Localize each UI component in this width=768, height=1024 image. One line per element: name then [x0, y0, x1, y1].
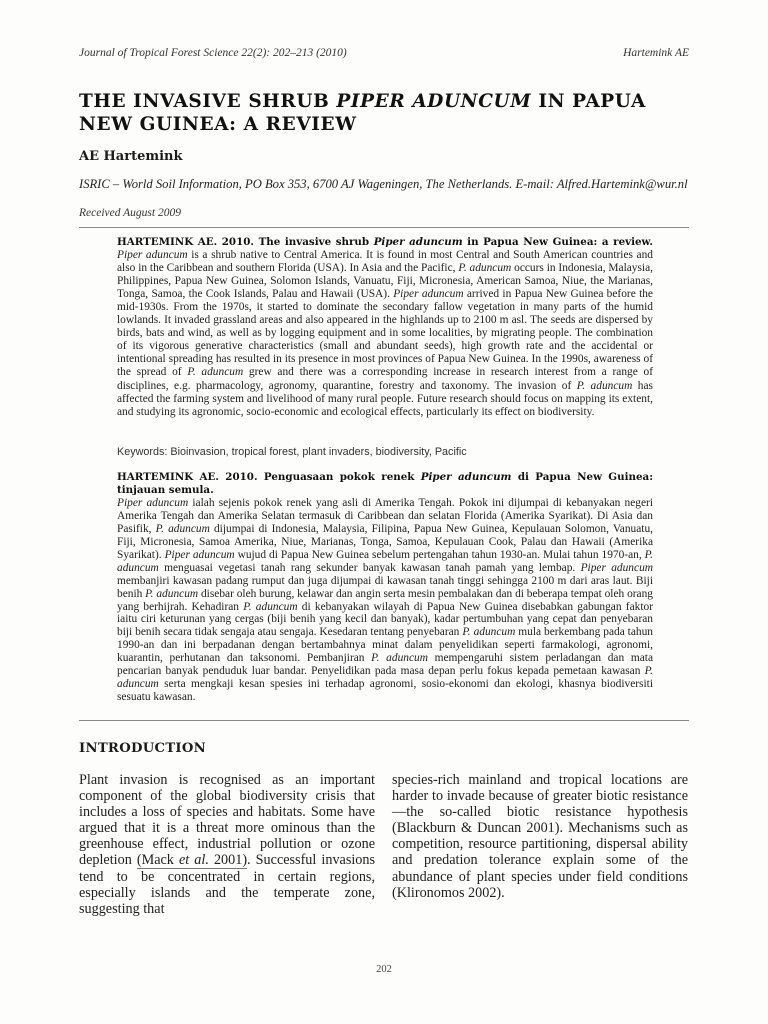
species-name: P. aduncum [155, 522, 210, 535]
species-name: P. aduncum [576, 379, 633, 392]
species-name: P. aduncum [371, 652, 428, 665]
species-name: P. aduncum [187, 366, 244, 379]
abstract-text: membanjiri kawasan padang rumput dan juga dijumpai di kawasan tanah tinggi sehingga 2100 m dari aras laut. Biji benih [117, 574, 653, 600]
journal-citation: Journal of Tropical Forest Science 22(2): 202–213 (2010) [79, 47, 347, 59]
abstract-text: di kebanyakan wilayah di Papua New Guinea disebabkan gabungan faktor iaitu ciri keturunan yang cergas (biji benih yang kecil dan banyak), kadar pertumbuhan yang cepat dan penyebaran biji benih secara tidak sengaja atau sengaja. Kesedaran tentang penyebaran [117, 600, 653, 639]
abstract-citation [117, 236, 653, 248]
article-title [79, 90, 689, 136]
abstract-text: menguasai vegetasi tanah rang sekunder banyak kawasan tanah pamah yang lembap. [158, 561, 581, 574]
species-name: P. aduncum [145, 587, 199, 600]
abstract-top-rule [79, 227, 689, 228]
received-date: Received August 2009 [79, 207, 181, 219]
abstract-text: mempengaruhi sistem perladangan dan mata pencarian banyak penduduk luar bandar. Penyelidikan pada masa depan perlu fokus kepada pemetaan kawasan [117, 652, 653, 678]
abstract-citation [117, 471, 653, 496]
abstract-bottom-rule [79, 720, 689, 721]
citation-prefix: HARTEMINK AE. 2010. Penguasaan pokok renek [117, 471, 421, 483]
link-text: 2001) [208, 852, 248, 869]
species-name: P. aduncum [243, 600, 298, 613]
species-name: P. aduncum [462, 626, 516, 639]
introduction-heading: INTRODUCTION [79, 741, 207, 756]
species-name: P. aduncum [117, 665, 653, 691]
body-column-right: species-rich mainland and tropical locations are harder to invade because of greater biotic resistance—the so-called biotic resistance hypothesis (Blackburn & Duncan 2001). Mechanisms such as competition, resource partitioning, dispersal ability and predation tolerance explain some of the abundance of plant species under field conditions (Klironomos 2002). [392, 772, 688, 901]
citation-suffix: in Papua New Guinea: a review. [462, 236, 653, 248]
author-name: AE Hartemink [79, 149, 183, 164]
abstract-text: is a shrub native to Central America. It is found in most Central and South American countries and also in the Caribbean and southern Florida (USA). In Asia and the Pacific, [117, 249, 653, 275]
citation-link-mack[interactable] [137, 852, 247, 869]
abstract-text: has affected the farming system and livelihood of many rural people. Future research should focus on mapping its extent, and studying its agronomic, socio-economic and ecological effects, particularly its effect on biodiversity. [117, 379, 653, 418]
body-column-left [79, 772, 375, 917]
abstract-text: arrived in Papua New Guinea before the mid-1930s. From the 1970s, it started to dominate the secondary fallow vegetation in many parts of the humid lowlands. It invaded grassland areas and also appeared in the highlands up to 2100 m asl. The seeds are dispersed by birds, bats and wind, as well as by logging equipment and in some localities, by migrating people. The combination of its vigorous generative characteristics (small and abundant seeds), high growth rate and the accidental or intentional spreading has resulted in its presence in most provinces of Papua New Guinea. In the 1990s, awareness of the spread of [117, 288, 653, 379]
abstract-malay [117, 471, 653, 704]
abstract-text: grew and there was a corresponding increase in research interest from a range of disciplines, e.g. pharmacology, agronomy, quarantine, forestry and taxonomy. The invasion of [117, 366, 653, 392]
species-name: Piper aduncum [117, 496, 189, 509]
running-author: Hartemink AE [623, 47, 689, 59]
abstract-english [117, 236, 653, 419]
species-name: Piper aduncum [117, 249, 188, 262]
author-affiliation: ISRIC – World Soil Information, PO Box 353, 6700 AJ Wageningen, The Netherlands. E-mail: Alfred.Hartemink@wur.nl [79, 177, 688, 191]
body-text: . Successful invasions tend to be concentrated in certain regions, especially islands and the temperate zone, suggesting that [79, 852, 376, 917]
title-species: PIPER ADUNCUM [336, 91, 532, 112]
body-text: Plant invasion is recognised as an important component of the global biodiversity crisis that includes a loss of species and habitats. Some have argued that it is a threat more ominous than the greenhouse effect, industrial pollution or ozone depletion [79, 772, 375, 869]
species-name: Piper aduncum [164, 548, 235, 561]
title-suffix: IN PAPUA NEW GUINEA: A REVIEW [79, 91, 646, 135]
link-text-italic: et al. [178, 852, 209, 869]
citation-species: Piper aduncum [373, 236, 463, 248]
abstract-text: occurs in Indonesia, Malaysia, Philippines, Papua New Guinea, Solomon Islands, Vanuatu, Fiji, Micronesia, American Samoa, Niue, the Marianas, Tonga, Samoa, the Cook Islands, Palau and Hawaii (USA). [117, 262, 653, 301]
citation-suffix: di Papua New Guinea: tinjauan semula. [117, 471, 653, 496]
abstract-text: dijumpai di Indonesia, Malaysia, Filipina, Papua New Guinea, Kepulauan Solomon, Vanuatu, Fiji, Micronesia, Samoa Amerika, Niue, Marianas, Tonga, Samoa, Kepulauan Cook, Palau dan Hawaii (Amerika Syarikat). [117, 522, 654, 561]
link-text: (Mack [136, 852, 179, 869]
keywords: Keywords: Bioinvasion, tropical forest, plant invaders, biodiversity, Pacific [117, 446, 467, 458]
abstract-text: mula berkembang pada tahun 1990-an dan ini berpadanan dengan bertambahnya minat dalam penyelidikan seperti farmakologi, agronomi, kuarantin, perhutanan dan taksonomi. Pembanjiran [117, 626, 653, 665]
species-name: P. aduncum [117, 548, 653, 574]
species-name: Piper aduncum [393, 288, 464, 301]
page-number: 202 [376, 964, 392, 975]
citation-prefix: HARTEMINK AE. 2010. The invasive shrub [117, 236, 374, 248]
abstract-text: disebar oleh burung, kelawar dan angin serta mesin pembalakan dan di beberapa tempat oleh orang yang berhijrah. Kehadiran [117, 587, 654, 613]
running-head [79, 47, 689, 59]
abstract-text: ialah sejenis pokok renek yang asli di Amerika Tengah. Pokok ini dijumpai di kebanyakan negeri Amerika Tengah dan Amerika Selatan termasuk di Caribbean dan selatan Florida (Amerika Syarikat). Di Asia dan Pasifik, [117, 496, 653, 535]
species-name: P. aduncum [458, 262, 512, 275]
title-prefix: THE INVASIVE SHRUB [79, 91, 337, 112]
abstract-text: wujud di Papua New Guinea sebelum pertengahan tahun 1930-an. Mulai tahun 1970-an, [234, 548, 645, 561]
species-name: Piper aduncum [580, 561, 653, 574]
abstract-text: serta mengkaji kesan spesies ini terhadap agronomi, sosio-ekonomi dan ekologi, khasnya biodiversiti sesuatu kawasan. [117, 678, 653, 704]
citation-species: Piper aduncum [420, 471, 512, 483]
